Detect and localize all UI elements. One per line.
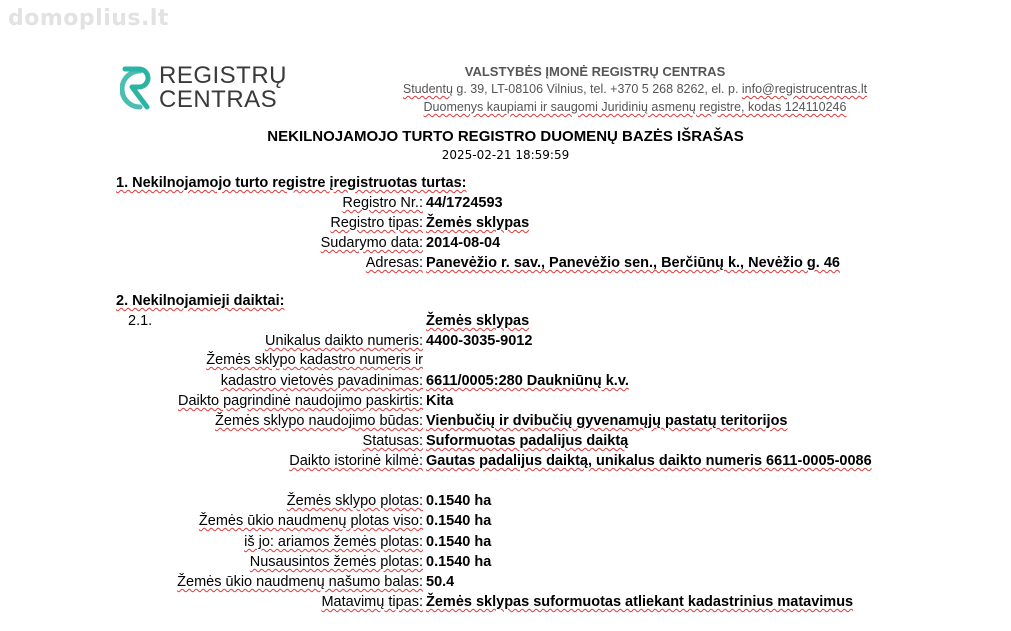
field-value: Kita: [426, 393, 454, 409]
field-label: Adresas:: [365, 255, 423, 271]
field-label: kadastro vietovės pavadinimas:: [220, 373, 423, 389]
section2-heading: 2. Nekilnojamieji daiktai:: [116, 293, 285, 309]
field-label: Unikalus daikto numeris:: [265, 333, 423, 349]
organization-header: [310, 64, 960, 116]
org-name: VALSTYBĖS ĮMONĖ REGISTRŲ CENTRAS: [464, 64, 726, 79]
field-label: Registro tipas:: [330, 215, 423, 231]
field-label: Žemės sklypo kadastro numeris ir: [206, 352, 423, 368]
registru-centras-logo: [120, 62, 288, 114]
field-label: Matavimų tipas:: [321, 594, 423, 610]
org-registry-line: Duomenys kaupiami ir saugomi Juridinių asmenų registre, kodas 124110246: [423, 100, 847, 114]
field-value: 4400-3035-9012: [426, 333, 533, 349]
field-label: Žemės sklypo plotas:: [286, 493, 423, 509]
field-label: Daikto pagrindinė naudojimo paskirtis:: [177, 393, 423, 409]
field-value: Suformuotas padalijus daiktą: [426, 433, 629, 449]
rc-logo-icon: [120, 65, 156, 111]
field-value: 0.1540 ha: [426, 534, 492, 550]
field-label: Nusausintos žemės plotas:: [249, 554, 423, 570]
field-value: Gautas padalijus daiktą, unikalus daikto numeris 6611-0005-0086: [426, 453, 872, 469]
field-value: 44/1724593: [426, 195, 503, 211]
address-rest: g. 39, LT-08106 Vilnius, tel. +370 5 268 8262, el. p.: [452, 82, 742, 96]
field-label: Registro Nr.:: [342, 195, 423, 211]
field-value: 50.4: [426, 574, 455, 590]
field-value: Vienbučių ir dvibučių gyvenamųjų pastatų teritorijos: [426, 413, 788, 429]
watermark: domoplius.lt: [8, 6, 169, 31]
section1-heading: 1. Nekilnojamojo turto registre įregistruotas turtas:: [116, 175, 467, 191]
item-number: 2.1.: [128, 313, 153, 329]
field-label: Sudarymo data:: [320, 235, 423, 251]
field-value: 0.1540 ha: [426, 493, 492, 509]
logo-text-line2: CENTRAS: [159, 86, 278, 113]
field-label: Daikto istorinė kilmė:: [289, 453, 423, 469]
street-name: Studentų: [402, 82, 453, 96]
field-label: Žemės ūkio naudmenų plotas viso:: [198, 513, 423, 529]
org-address-line: [310, 80, 960, 98]
field-value: 2014-08-04: [426, 235, 501, 251]
field-value: 6611/0005:280 Daukniūnų k.v.: [426, 373, 629, 389]
field-label: iš jo: ariamos žemės plotas:: [244, 534, 423, 550]
field-value: 0.1540 ha: [426, 513, 492, 529]
field-label: Žemės ūkio naudmenų našumo balas:: [177, 574, 423, 590]
item-title: Žemės sklypas: [426, 313, 530, 329]
field-value: Žemės sklypas suformuotas atliekant kadastrinius matavimus: [426, 594, 854, 610]
field-value: 0.1540 ha: [426, 554, 492, 570]
field-value: Žemės sklypas: [426, 215, 530, 231]
logo-text-line1: REGISTRŲ: [159, 62, 288, 89]
field-label: Žemės sklypo naudojimo būdas:: [215, 413, 423, 429]
document-title: NEKILNOJAMOJO TURTO REGISTRO DUOMENŲ BAZĖS IŠRAŠAS: [267, 128, 744, 145]
document-date: 2025-02-21 18:59:59: [441, 148, 570, 162]
field-value: Panevėžio r. sav., Panevėžio sen., Berčiūnų k., Nevėžio g. 46: [426, 255, 840, 271]
email-link[interactable]: info@registrucentras.lt: [741, 82, 868, 96]
field-label: Statusas:: [362, 433, 423, 449]
